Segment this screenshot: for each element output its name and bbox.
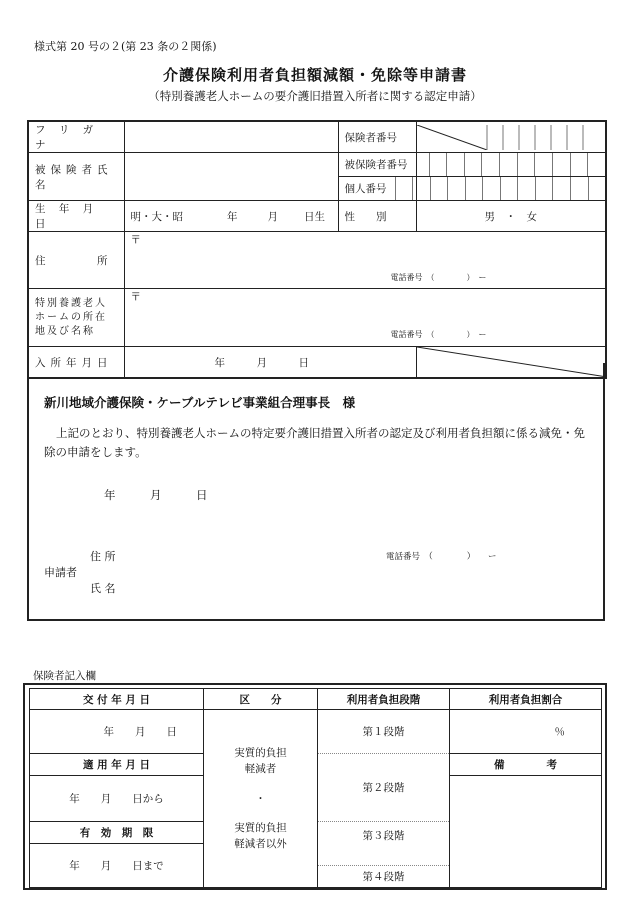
facility-phone: 電話番号 （ ） ー (390, 330, 487, 339)
insurer-table (29, 688, 602, 888)
admission-date-field[interactable]: 年 月 日 (124, 347, 416, 379)
postal-mark: 〒 (130, 234, 141, 246)
applicant-info-table (27, 120, 607, 379)
valid-period-header: 有 効 期 限 (30, 822, 204, 844)
applicant-name-label: 氏 名 (90, 582, 116, 595)
insured-no-label: 被保険者番号 (338, 153, 416, 177)
address-field[interactable] (124, 232, 606, 289)
remarks-header: 備 考 (450, 754, 602, 776)
furigana-label: フ リ ガ ナ (28, 121, 124, 153)
birthdate-field[interactable] (124, 201, 338, 232)
insurer-section-label: 保険者記入欄 (33, 670, 96, 682)
applicant-phone: 電話番号 （ ） ー (386, 552, 497, 562)
category-dot: ・ (255, 793, 266, 805)
insurer-box (23, 683, 607, 890)
valid-date-field[interactable]: 年 月 日まで (30, 844, 204, 888)
personal-no-field[interactable] (416, 177, 606, 201)
issue-date-header: 交 付 年 月 日 (30, 689, 204, 710)
stage-2[interactable]: 第２段階 (318, 754, 450, 822)
furigana-field[interactable] (124, 121, 338, 153)
stage-header: 利用者負担段階 (318, 689, 450, 710)
insurer-no-label: 保険者番号 (338, 121, 416, 153)
apply-date-field[interactable]: 年 月 日から (30, 776, 204, 822)
applicant-address-label: 住 所 (90, 550, 116, 563)
issue-date-field[interactable]: 年 月 日 (30, 710, 204, 754)
month-text: 月 (267, 210, 278, 223)
facility-label: 特別養護老人ホームの所在地及び名称 (28, 289, 124, 347)
insured-no-field[interactable] (416, 153, 606, 177)
application-statement: 上記のとおり、特別養護老人ホームの特定要介護旧措置入所者の認定及び利用者負担額に係る減免・免除の申請をします。 (44, 426, 585, 459)
address-label: 住 所 (28, 232, 124, 289)
stage-3[interactable]: 第３段階 (318, 822, 450, 866)
sex-label: 性 別 (338, 201, 416, 232)
application-date[interactable]: 年 月 日 (104, 488, 208, 502)
category-header: 区 分 (204, 689, 318, 710)
apply-date-header: 適 用 年 月 日 (30, 754, 204, 776)
address-phone: 電話番号 （ ） ー (390, 273, 487, 282)
stage-1[interactable]: 第１段階 (318, 710, 450, 754)
addressee: 新川地域介護保険・ケーブルテレビ事業組合理事長 様 (44, 395, 356, 410)
category-reduced: 実質的負担軽減者 (234, 747, 287, 775)
insured-name-label: 被保険者氏名 (28, 153, 124, 201)
birthdate-label: 生 年 月 日 (28, 201, 124, 232)
insurer-no-field[interactable] (416, 121, 606, 153)
applicant-label: 申請者 (44, 566, 77, 579)
page-title: 介護保険利用者負担額減額・免除等申請書 (162, 66, 467, 84)
facility-field[interactable] (124, 289, 606, 347)
category-cell (204, 710, 318, 888)
insured-name-field[interactable] (124, 153, 338, 201)
year-text: 年 (227, 210, 238, 223)
facility-postal-mark: 〒 (130, 291, 141, 303)
personal-no-label: 個人番号 (338, 177, 416, 201)
admission-label: 入所年月日 (28, 347, 124, 379)
ratio-field[interactable]: ％ (450, 710, 602, 754)
day-born-text: 日生 (304, 210, 325, 223)
remarks-field[interactable] (450, 776, 602, 888)
stage-4[interactable]: 第４段階 (318, 866, 450, 888)
ratio-header: 利用者負担割合 (450, 689, 602, 710)
category-other: 実質的負担軽減者以外 (234, 822, 287, 850)
page-subtitle: （特別養護老人ホームの要介護旧措置入所者に関する認定申請） (148, 89, 482, 103)
form-number: 様式第 20 号の２(第 23 条の２関係) (34, 40, 217, 53)
era-options: 明・大・昭 (130, 210, 183, 223)
sex-options[interactable]: 男 ・ 女 (416, 201, 606, 232)
